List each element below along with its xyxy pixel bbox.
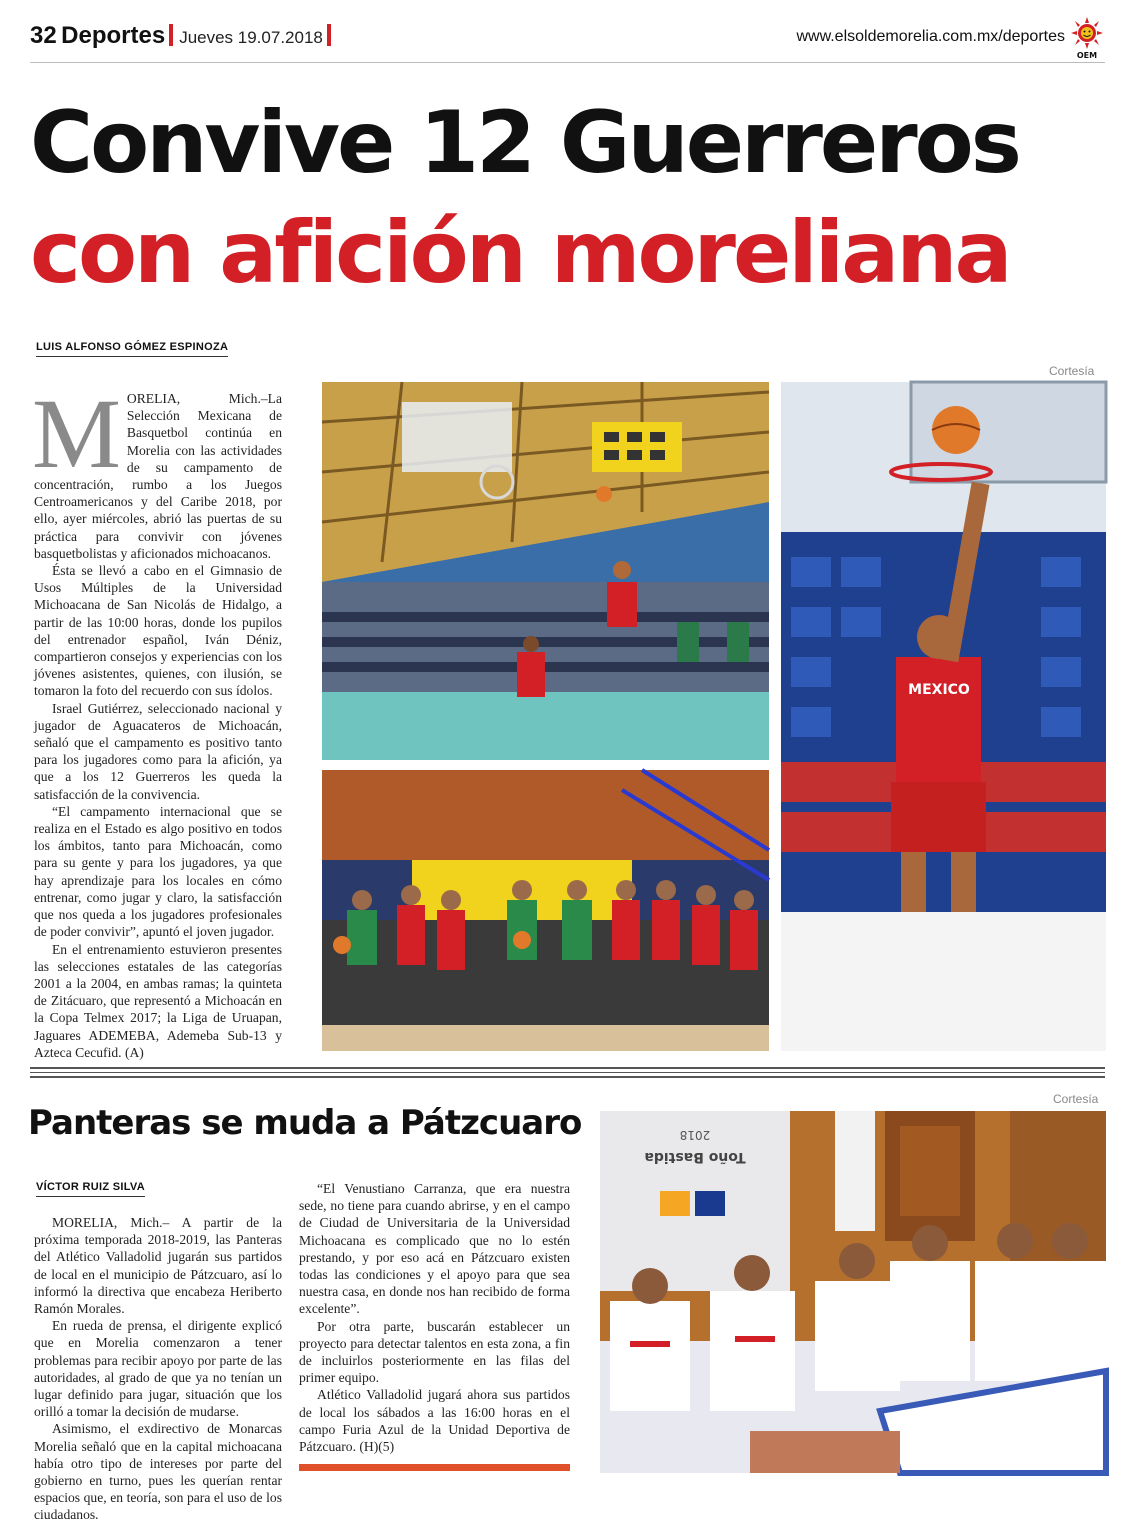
main-byline: LUIS ALFONSO GÓMEZ ESPINOZA xyxy=(36,341,228,357)
main-photo-credit: Cortesía xyxy=(1049,364,1095,378)
section-url[interactable]: www.elsoldemorelia.com.mx/deportes xyxy=(796,28,1065,45)
main-paragraph-5: En el entrenamiento estuvieron presentes las selecciones estatales de las categorías 2001 a la 2004, en ambas ramas; la quinteta de Zitácuaro, que representó a Michoacán en la Copa Telmex 2017; la Liga de Uruapan, Jaguares ADEMEBA, Ademeba Sub-13 y Azteca Cecufid. (A) xyxy=(34,941,282,1060)
page-header xyxy=(30,22,1105,60)
main-headline-line1: Convive 12 Guerreros xyxy=(30,93,1019,193)
second-paragraph-3: Asimismo, el exdirectivo de Monarcas Morelia señaló que en la capital michoacana había otro tipo de intereses por parte del gobierno en turno, pues les querían rentar espacios que, en teoría, son para el uso de los ciudadanos. xyxy=(34,1421,282,1523)
second-paragraph-5: Por otra parte, buscarán establecer un proyecto para detectar talentos en esta zona, a fin de incluirlos posteriormente en las filas del primer equipo. xyxy=(299,1318,570,1386)
second-paragraph-1: MORELIA, Mich.– A partir de la próxima temporada 2018-2019, las Panteras del Atlético Valladolid jugarán sus partidos de local en el municipio de Pátzcuaro, así lo informó la directiva que encabeza Heriberto Ramón Morales. xyxy=(34,1215,282,1317)
second-headline: Panteras se muda a Pátzcuaro xyxy=(28,1103,582,1143)
second-paragraph-2: En rueda de prensa, el dirigente explicó que en Morelia comenzaron a tener problemas para recibir apoyo por parte de las autoridades, al grado de que ya no tenían un lugar definido para jugar, situación que los orilló a tomar la decisión de mudarse. xyxy=(34,1318,282,1420)
drop-cap: M xyxy=(32,378,121,489)
banner-year: 2018 xyxy=(679,1128,711,1142)
jersey-text: MEXICO xyxy=(908,682,970,698)
section-name: Deportes xyxy=(61,22,166,49)
second-paragraph-6: Atlético Valladolid jugará ahora sus partidos de local los sábados a las 16:00 horas en el campo Furia Azul de la Unidad Deportiva de Pátzcuaro. (H)(5) xyxy=(299,1387,570,1455)
main-paragraph-2: Ésta se llevó a cabo en el Gimnasio de Usos Múltiples de la Universidad Michoacana de San Nicolás de Hidalgo, a partir de las 10:00 horas, donde los pupilos del entrenador español, Iván Déniz, compartieron consejos y experiencias con los jóvenes asistentes, quienes, con ilusión, se tomaron la foto del recuerdo con sus ídolos. xyxy=(34,563,282,699)
logo-label: OEM xyxy=(1076,51,1098,60)
second-photo-credit: Cortesía xyxy=(1053,1092,1099,1106)
second-article-col1 xyxy=(34,1214,282,1524)
section-divider xyxy=(30,1067,1105,1069)
section-divider xyxy=(30,1072,1105,1073)
main-paragraph-4: “El campamento internacional que se realiza en el Estado es algo positivo en todos los ámbitos, tanto para Michoacán, como para su gente y para los jugadores, ya que hay aprendizaje para los locales en cómo entrenar, como jugar y claro, la satisfacción que nos queda a los jugadores profesionales de poder convivir”, apuntó el joven jugador. xyxy=(34,803,282,940)
photo-layup xyxy=(781,382,1106,1051)
article-end-bar xyxy=(299,1464,570,1471)
header-separator xyxy=(327,24,331,46)
main-article-body xyxy=(32,378,282,1061)
photo-press-conference xyxy=(600,1111,1106,1473)
main-paragraph-1: MORELIA, Mich.–La Selección Mexicana de Basquetbol continúa en Morelia con las actividades de su campamento de concentración, rumbo a los Juegos Centroamericanos y del Caribe 2018, por ello, ayer miércoles, abrió las puertas de su práctica para convivir con jóvenes basquetbolistas y aficionados michoacanos. xyxy=(32,378,282,561)
header-separator xyxy=(169,24,173,46)
second-article-col2 xyxy=(299,1180,570,1455)
page-number: 32 xyxy=(30,22,57,49)
photo-dunk xyxy=(322,382,769,760)
main-headline-line2: con afición moreliana xyxy=(30,203,1010,303)
header-left xyxy=(30,22,337,50)
issue-date: Jueves 19.07.2018 xyxy=(179,28,323,47)
section-divider xyxy=(30,1076,1105,1078)
main-paragraph-3: Israel Gutiérrez, seleccionado nacional y jugador de Aguacateros de Michoacán, señaló que el campamento es positivo tanto para los jugadores como para la afición, ya que a los 12 Guerreros les queda la satisfacción de la convivencia. xyxy=(34,700,282,802)
banner-name: Toño Bastida xyxy=(644,1149,746,1165)
second-byline: VÍCTOR RUIZ SILVA xyxy=(36,1181,145,1197)
header-rule xyxy=(30,62,1105,63)
sun-logo-icon xyxy=(1069,16,1105,60)
photo-team xyxy=(322,770,769,1051)
second-paragraph-4: “El Venustiano Carranza, que era nuestra sede, no tiene para cuando abrirse, y en el campo de Ciudad de Universitaria de la Universidad Michoacana es complicado que no lo estén prestando, y por eso acá en Pátzcuaro existen todas las condiciones y el apoyo para que sea nuestra casa, en donde nos han recibido de forma excelente”. xyxy=(299,1181,570,1317)
